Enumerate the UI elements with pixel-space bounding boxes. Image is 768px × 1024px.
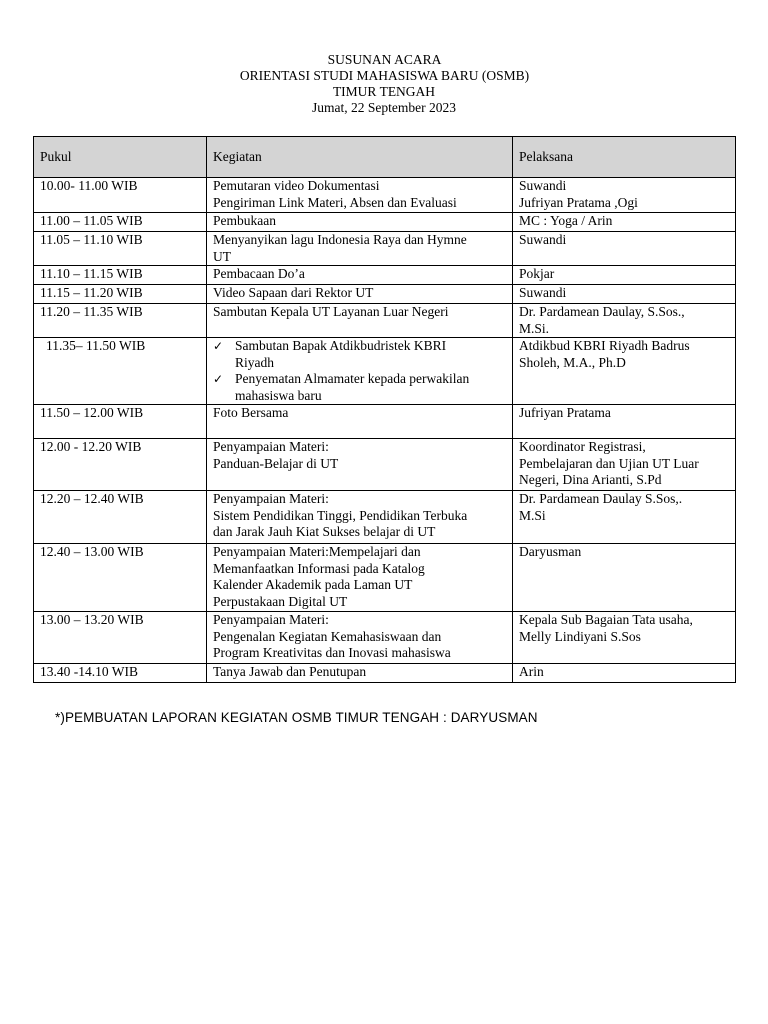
cell-pukul: [34, 232, 207, 266]
date-line: Jumat, 22 September 2023: [312, 100, 456, 115]
table-row: [34, 405, 736, 439]
cell-pukul: [34, 664, 207, 683]
activity-text: Menyanyikan lagu Indonesia Raya dan Hymne: [213, 232, 467, 247]
activity-text: Penyampaian Materi:: [213, 612, 329, 627]
cell-pelaksana: [513, 439, 736, 491]
cell-pukul: [34, 544, 207, 612]
checklist: [213, 338, 509, 404]
activity-text: Panduan-Belajar di UT: [213, 455, 339, 471]
executor-text: Kepala Sub Bagaian Tata usaha,: [519, 612, 693, 627]
table-header-row: [34, 137, 736, 178]
cell-pelaksana: [513, 213, 736, 232]
executor-text: Suwandi: [519, 232, 567, 247]
executor-text: Dr. Pardamean Daulay S.Sos,.: [519, 491, 683, 506]
cell-pelaksana: [513, 491, 736, 544]
cell-kegiatan: [207, 612, 513, 664]
table-row: [34, 491, 736, 544]
cell-pelaksana: [513, 338, 736, 405]
cell-pelaksana: [513, 266, 736, 285]
cell-pukul: [34, 338, 207, 405]
cell-pukul: [34, 612, 207, 664]
schedule-table: [33, 136, 736, 683]
table-row: [34, 232, 736, 266]
time-text: 12.00 - 12.20 WIB: [40, 439, 142, 454]
cell-pukul: [34, 285, 207, 304]
column-header-pukul: Pukul: [34, 137, 207, 178]
cell-kegiatan: [207, 405, 513, 439]
cell-kegiatan: [207, 439, 513, 491]
checkmark-icon: ✓: [213, 372, 224, 386]
cell-kegiatan: [207, 285, 513, 304]
column-header-pelaksana: Pelaksana: [513, 137, 736, 178]
time-text: 13.40 -14.10 WIB: [40, 664, 138, 679]
executor-text: M.Si: [519, 507, 546, 523]
activity-text: Pembacaan Do’a: [213, 266, 305, 281]
checklist-item: [213, 338, 509, 371]
cell-kegiatan: [207, 338, 513, 405]
cell-pelaksana: [513, 285, 736, 304]
time-text: 11.00 – 11.05 WIB: [40, 213, 143, 228]
activity-text: Penyampaian Materi:: [213, 491, 329, 506]
cell-kegiatan: [207, 232, 513, 266]
executor-text: Daryusman: [519, 544, 582, 559]
table-row: [34, 178, 736, 213]
time-text: 10.00- 11.00 WIB: [40, 178, 138, 193]
executor-text: Melly Lindiyani S.Sos: [519, 628, 641, 644]
activity-text: dan Jarak Jauh Kiat Sukses belajar di UT: [213, 524, 436, 539]
document-header: [0, 52, 768, 116]
cell-pelaksana: [513, 304, 736, 338]
activity-text: Program Kreativitas dan Inovasi mahasiswa: [213, 645, 451, 660]
time-text: 11.35– 11.50 WIB: [46, 338, 146, 353]
activity-text: Video Sapaan dari Rektor UT: [213, 285, 374, 300]
activity-text: Pembukaan: [213, 213, 276, 228]
cell-pelaksana: [513, 664, 736, 683]
activity-text: Foto Bersama: [213, 405, 289, 420]
cell-kegiatan: [207, 664, 513, 683]
column-header-kegiatan: Kegiatan: [207, 137, 513, 178]
cell-kegiatan: [207, 213, 513, 232]
activity-text: Perpustakaan Digital UT: [213, 593, 348, 609]
cell-pukul: [34, 178, 207, 213]
activity-text: Memanfaatkan Informasi pada Katalog: [213, 560, 425, 576]
title-line-3: TIMUR TENGAH: [332, 84, 436, 99]
cell-pukul: [34, 266, 207, 285]
title-line-1: SUSUNAN ACARA: [327, 52, 442, 67]
time-text: 13.00 – 13.20 WIB: [40, 612, 144, 627]
executor-text: Atdikbud KBRI Riyadh Badrus: [519, 338, 690, 353]
cell-pukul: [34, 304, 207, 338]
activity-text: mahasiswa baru: [235, 387, 322, 403]
cell-kegiatan: [207, 304, 513, 338]
time-text: 11.05 – 11.10 WIB: [40, 232, 143, 247]
activity-text: Pengenalan Kegiatan Kemahasiswaan dan: [213, 628, 442, 644]
executor-text: Pembelajaran dan Ujian UT Luar: [519, 455, 699, 471]
activity-text: Riyadh: [235, 354, 274, 370]
executor-text: Sholeh, M.A., Ph.D: [519, 354, 626, 370]
cell-pukul: [34, 405, 207, 439]
schedule-body: [34, 178, 736, 683]
cell-kegiatan: [207, 491, 513, 544]
time-text: 11.10 – 11.15 WIB: [40, 266, 143, 281]
checklist-item: [213, 371, 509, 404]
cell-kegiatan: [207, 266, 513, 285]
activity-text: UT: [213, 248, 231, 264]
table-row: [34, 338, 736, 405]
activity-text: Penyampaian Materi:: [213, 439, 329, 454]
table-row: [34, 304, 736, 338]
activity-text: Pemutaran video Dokumentasi: [213, 178, 380, 193]
footer-note: *)PEMBUATAN LAPORAN KEGIATAN OSMB TIMUR TENGAH : DARYUSMAN: [55, 710, 538, 725]
table-row: [34, 544, 736, 612]
time-text: 12.40 – 13.00 WIB: [40, 544, 144, 559]
activity-text: Sambutan Kepala UT Layanan Luar Negeri: [213, 304, 449, 319]
cell-pukul: [34, 213, 207, 232]
cell-kegiatan: [207, 544, 513, 612]
cell-pelaksana: [513, 612, 736, 664]
time-text: 11.50 – 12.00 WIB: [40, 405, 144, 420]
cell-kegiatan: [207, 178, 513, 213]
executor-text: Pokjar: [519, 266, 555, 281]
table-row: [34, 612, 736, 664]
executor-text: M.Si.: [519, 320, 550, 336]
time-text: 11.15 – 11.20 WIB: [40, 285, 143, 300]
activity-text: Sambutan Bapak Atdikbudristek KBRI: [235, 338, 447, 353]
table-row: [34, 285, 736, 304]
activity-text: Tanya Jawab dan Penutupan: [213, 664, 367, 679]
executor-text: Negeri, Dina Arianti, S.Pd: [519, 472, 662, 487]
executor-text: Suwandi: [519, 285, 567, 300]
table-row: [34, 664, 736, 683]
time-text: 12.20 – 12.40 WIB: [40, 491, 144, 506]
checkmark-icon: ✓: [213, 339, 224, 353]
activity-text: Sistem Pendidikan Tinggi, Pendidikan Terbuka: [213, 507, 468, 523]
executor-text: Dr. Pardamean Daulay, S.Sos.,: [519, 304, 685, 319]
table-row: [34, 439, 736, 491]
cell-pelaksana: [513, 232, 736, 266]
executor-text: Arin: [519, 664, 544, 679]
executor-text: Jufriyan Pratama: [519, 405, 611, 420]
cell-pelaksana: [513, 178, 736, 213]
cell-pelaksana: [513, 544, 736, 612]
time-text: 11.20 – 11.35 WIB: [40, 304, 143, 319]
executor-text: Suwandi: [519, 178, 567, 193]
cell-pukul: [34, 439, 207, 491]
executor-text: Koordinator Registrasi,: [519, 439, 646, 454]
activity-text: Penyampaian Materi:Mempelajari dan: [213, 544, 421, 559]
activity-text: Pengiriman Link Materi, Absen dan Evaluasi: [213, 194, 457, 210]
activity-text: Penyematan Almamater kepada perwakilan: [235, 371, 470, 386]
cell-pukul: [34, 491, 207, 544]
table-row: [34, 266, 736, 285]
table-row: [34, 213, 736, 232]
title-line-2: ORIENTASI STUDI MAHASISWA BARU (OSMB): [239, 68, 530, 83]
cell-pelaksana: [513, 405, 736, 439]
executor-text: Jufriyan Pratama ,Ogi: [519, 194, 638, 210]
executor-text: MC : Yoga / Arin: [519, 213, 613, 228]
activity-text: Kalender Akademik pada Laman UT: [213, 577, 413, 592]
